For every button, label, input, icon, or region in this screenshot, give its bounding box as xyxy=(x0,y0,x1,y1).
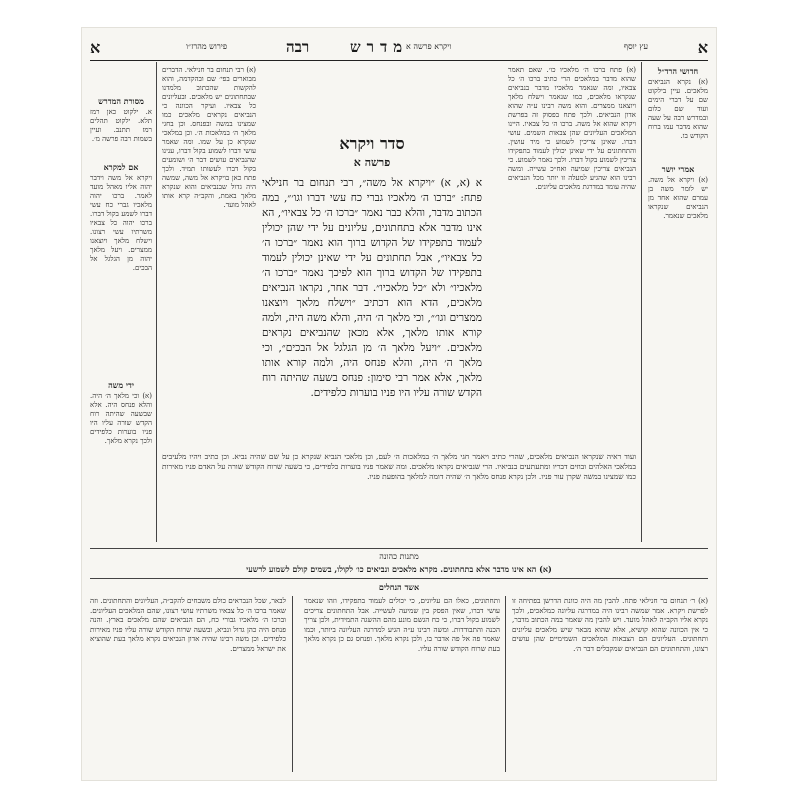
label-eshed-hanechalim: אשד הנחלים xyxy=(378,582,420,592)
seder-heading: סדר ויקרא xyxy=(339,134,405,153)
rule-lower xyxy=(90,578,708,579)
page-letter-left: א xyxy=(90,38,101,57)
eshed-col-left: לבאר, שכל הנבראים כולם משבחים להקב״ה, העליונים והתחתונים. וזה שאמר ברכו ה׳ כל צבאיו משרתיו עושי רצונו, שהם המלאכים העליונים. וברכו ה׳ מלאכיו גבורי כח, הם הנביאים שהם מלאכים בארץ. והנה פנחס היה כהן גדול ונביא, ובשעה שרוח הקודש שורה עליו פניו מאירות כלפידים. וכן משה רבינו שהיה אדון הנביאים נקרא מלאך בעת שהוציא את ישראל ממצרים. xyxy=(90,596,286,653)
header-right-commentary-name: פירוש מהרז״ו xyxy=(186,42,228,51)
side-text-chidushei: (א) נקרא הנביאים מלאכים. עיין בילקוט שם על דברי הימים ועוד שם כלום ובמדרש רבה על שעה שהוא מדבר עמו ברוח הקודש בו. xyxy=(648,78,708,140)
header-parasha-ref: ויקרא פרשה א xyxy=(406,42,452,51)
page-header xyxy=(90,38,708,61)
parasha-heading: פרשה א xyxy=(353,156,391,169)
rule-right-sidebar xyxy=(641,62,642,542)
side-text-em-lamikra: ויקרא אל משה וידבר יהוה אליו מאהל מועד לאמר. ברכו יהוה מלאכיו גברי כח עשי דברו לשמע בקול דברו. ברכו יהוה כל צבאיו משרתיו עשי רצונו. וישלח מלאך ויוצאנו ממצרים. ויעל מלאך יהוה מן הגלגל אל הבכים. xyxy=(90,174,152,272)
side-label-em-lamikra: אם למקרא xyxy=(103,162,139,172)
rule-eshed-2 xyxy=(292,596,293,772)
talmud-page xyxy=(82,28,716,780)
main-midrash-text: א (א, א) ״ויקרא אל משה״, רבי תנחום בר חנילאי פתח: ״ברכו ה׳ מלאכיו גברי כח עשי דברו וגו׳״, במה הכתוב מדבר, והלא כבר נאמר ״ברכו ה׳ כל צבאיו״, הא אינו מדבר אלא בתחתונים, עליונים על ידי שהן יכולין לעמוד בתפקידו של הקדוש ברוך הוא נאמר ״ברכו ה׳ כל צבאיו״, אבל תחתונים על ידי שאינן יכולין לעמוד בתפקידו של הקדוש ברוך הוא לפיכך נאמר ״ברכו ה׳ מלאכיו״ ולא ״כל מלאכיו״. דבר אחר, נקראו הנביאים מלאכים, הדא הוא דכתיב ״וישלח מלאך ויוצאנו ממצרים וגו׳״, וכי מלאך ה׳ היה, והלא משה היה, ולמה קורא אותו מלאך, אלא מכאן שהנביאים נקראים מלאכים. ״ויעל מלאך ה׳ מן הגלגל אל הבכים״, וכי מלאך ה׳ היה, והלא פנחס היה, ולמה קורא אותו מלאך, אלא אמר רבי סימון: פנחס בשעה שהיתה רוח הקדש שורה עליו היו פניו בוערות כלפידים. xyxy=(262,177,482,399)
eshed-col-middle: ותחתונים, כאלו הם עליונים, כי יכולים לעמוד בתפקידו, וזהו שנאמר עושי דברו, שאין הפסק בין שמיעה לעשייה. אבל התחתונים צריכים לשמוע בקול דברו, כי כח הגשם מונע מהם ההשגה התמידית, ולכן צריך הכנה והתבודדות. ומשה רבינו ע״ה הגיע למדרגה העליונה ביותר, וכמו שאמר פה אל פה אדבר בו, ולכן נקרא מלאך. ופנחס גם כן נקרא מלאך בעת שרוח הקודש שורה עליו. xyxy=(304,596,500,653)
side-text-imrei-yosher: (א) ויקרא אל משה. יש לומר משה בן עמרם שהוא אחד מן הנביאים שנקראו מלאכים שנאמר. xyxy=(648,176,708,220)
commentary-etz-yosef: (א) פתח ברכו ה׳ מלאכיו כו׳. שאם תאמר שהוא מדבר במלאכים הרי כתיב ברכו ה׳ כל צבאיו, ומה שנאמר מלאכיו מדבר בנביאים שנקראו מלאכים, כמו שנאמר וישלח מלאך ויוצאנו ממצרים. והוא משה רבינו ע״ה שהוא אדון הנביאים. ולכך פתח בפסוק זה בפרשת ויקרא שהוא אל משה. ברכו ה׳ כל צבאיו. היינו המלאכים העליונים שהן צבאות השמים. עושי דברו. שאינן צריכין לשמוע כי מיד עושין. והתחתונים על ידי שאינן יכולין לעמוד בתפקידו צריכין לשמוע בקול דברו. ולכך נאמר לשמוע. כי הנביאים צריכין שמיעה ואח״כ עשייה. ומשה רבינו הוא שהגיע למעלה זו יותר מכל הנביאים שהיה עומד במדרגת מלאכים עליונים. xyxy=(508,66,636,191)
commentary-continuation: ועוד ראיה שנקראו הנביאים מלאכים, שהרי כתיב ויאמר חגי מלאך ה׳ במלאכות ה׳ לעם, וכן מלאכי הנביא שנקרא כן על שם שהיה נביא. וכן כתיב ויהיו מלעיבים במלאכי האלהים ובוזים דבריו ומתעתעים בנביאיו. הרי שנביאים נקראו מלאכים. ומה שאמר פניו בוערות כלפידים, כי בשעה שרוח הקודש שורה על האדם פניו מאירות כמו שמצינו במשה שקרן עור פניו. ולכן נקרא פנחס מלאך ה׳ שהיה דומה למלאך בהופעת פניו. xyxy=(162,452,636,481)
header-left-commentary-name: עץ יוסף xyxy=(623,42,648,51)
header-title-rabbah: רבה xyxy=(286,38,310,56)
side-label-yedei-moshe: ידי משה xyxy=(108,380,134,390)
side-text-mesoret: א. ילקוט כאן רמז תלא. ילקוט תהלים רמז תתנב. ועיין בשמות רבה פרשה מ׳. xyxy=(90,108,152,143)
side-text-yedei-moshe: (א) וכי מלאך ה׳ היה. והלא פנחס היה. אלא שבשעה שהיתה רוח הקדש שורה עליו היו פניו בוערות כלפידים ולכך נקרא מלאך. xyxy=(90,392,152,445)
side-label-imrei-yosher: אמרי יושר xyxy=(661,164,695,174)
side-label-mesoret: מסורת המדרש xyxy=(98,96,144,106)
side-label-chidushei: חדושי הרד״ל xyxy=(657,66,699,76)
page-letter-right: א xyxy=(697,38,708,57)
rule-eshed-1 xyxy=(505,596,506,772)
matnot-kehuna-text: (א) הא אינו מדבר אלא בתחתונים. מקרא מלאכים ונביאים כו׳ לקולו, בשמים קולם לשמוע לרשעי xyxy=(246,564,552,574)
commentary-maharzu: (א) רבי תנחום בר חנילאי. הדברים מבוארים בפי׳ שם ובהקדמה, והוא להקשות שהכתוב מלמדנו שבתחתונים יש מלאכים. ובעליונים כל צבאיו. ועיקר הכוונה כי הנביאים נקראים מלאכים כמו שמצינו במשה ובפנחס. וכן בחגי מלאך ה׳ במלאכות ה׳. וכן במלאכי שנקרא כן על שמו. ומה שאמר עושי דברו לשמוע בקול דברו, ענינו שהנביאים עושים דבר ה׳ ושומעים בקול דברו לעשותו תמיד. ולכך פתח כאן בויקרא אל משה, שמשה היה גדול שבנביאים והוא שנקרא מלאך באמת, והקב״ה קרא אותו לאהל מועד. xyxy=(162,66,256,209)
rule-mid xyxy=(90,548,708,549)
rule-left-sidebar xyxy=(156,62,157,542)
header-title-midrash: מדרש xyxy=(350,38,409,56)
label-matnot-kehuna: מתנות כהונה xyxy=(379,552,419,561)
eshed-col-right: (א) ר׳ תנחום בר חנילאי פתח. להבין מה היה כוונת הדרשן בפתיחה זו לפרשת ויקרא. אמר שמשה רבינו היה במדרגה עליונה כמלאכים, ולכך נקרא אליו הקב״ה לאהל מועד. ויש להבין מה שאמר במה הכתוב מדבר, כי אין הכוונה שהוא קושיא, אלא שהוא מבאר שיש מלאכים עליונים ותחתונים. העליונים הם הצבאות המלאכים השמימיים שהן עושים רצונו, והתחתונים הם הנביאים שמקבלים דבר ה׳. xyxy=(512,596,708,653)
